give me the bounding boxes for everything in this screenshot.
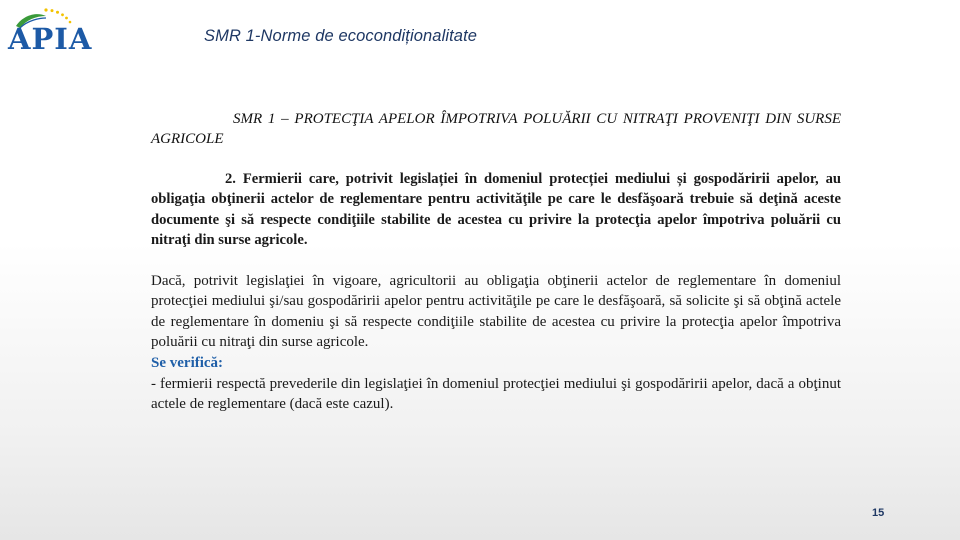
explanation-paragraph: Dacă, potrivit legislaţiei în vigoare, agricultorii au obligaţia obţinerii actelor de reglementare în domeniul protecţiei mediului şi/sau gospodăririi apelor pentru activităţile pe care le desfăşoară, să solicite şi să obţină actele de reglementare în domeniu şi să respecte condiţiile stabilite de acestea cu privire la protecţia apelor împotriva poluării cu nitraţi din surse agricole. bbox=[151, 272, 841, 351]
content-area bbox=[151, 109, 841, 415]
page-number: 15 bbox=[872, 507, 885, 519]
requirement-paragraph: 2. Fermierii care, potrivit legislației în domeniul protecției mediului și gospodăririi apelor, au obligaţia obţinerii actelor de reglementare pentru activităţile pe care le desfăşoară trebuie să deţină aceste documente şi să respecte condiţiile stabilite de acestea cu privire la protecţia apelor împotriva poluării cu nitraţi din surse agricole. bbox=[151, 171, 841, 249]
verify-text: - fermierii respectă prevederile din legislaţiei în domeniul protecţiei mediului şi gospodăririi apelor, dacă a obţinut actele de reglementare (dacă este cazul). bbox=[151, 375, 841, 413]
section-heading: SMR 1 – PROTECŢIA APELOR ÎMPOTRIVA POLUĂRII CU NITRAŢI PROVENIŢI DIN SURSE AGRICOLE bbox=[151, 111, 841, 147]
logo-text: APIA bbox=[8, 22, 93, 56]
apia-logo bbox=[6, 4, 93, 58]
slide-title: SMR 1-Norme de ecocondiționalitate bbox=[204, 27, 478, 45]
verify-label: Se verifică: bbox=[151, 355, 224, 371]
